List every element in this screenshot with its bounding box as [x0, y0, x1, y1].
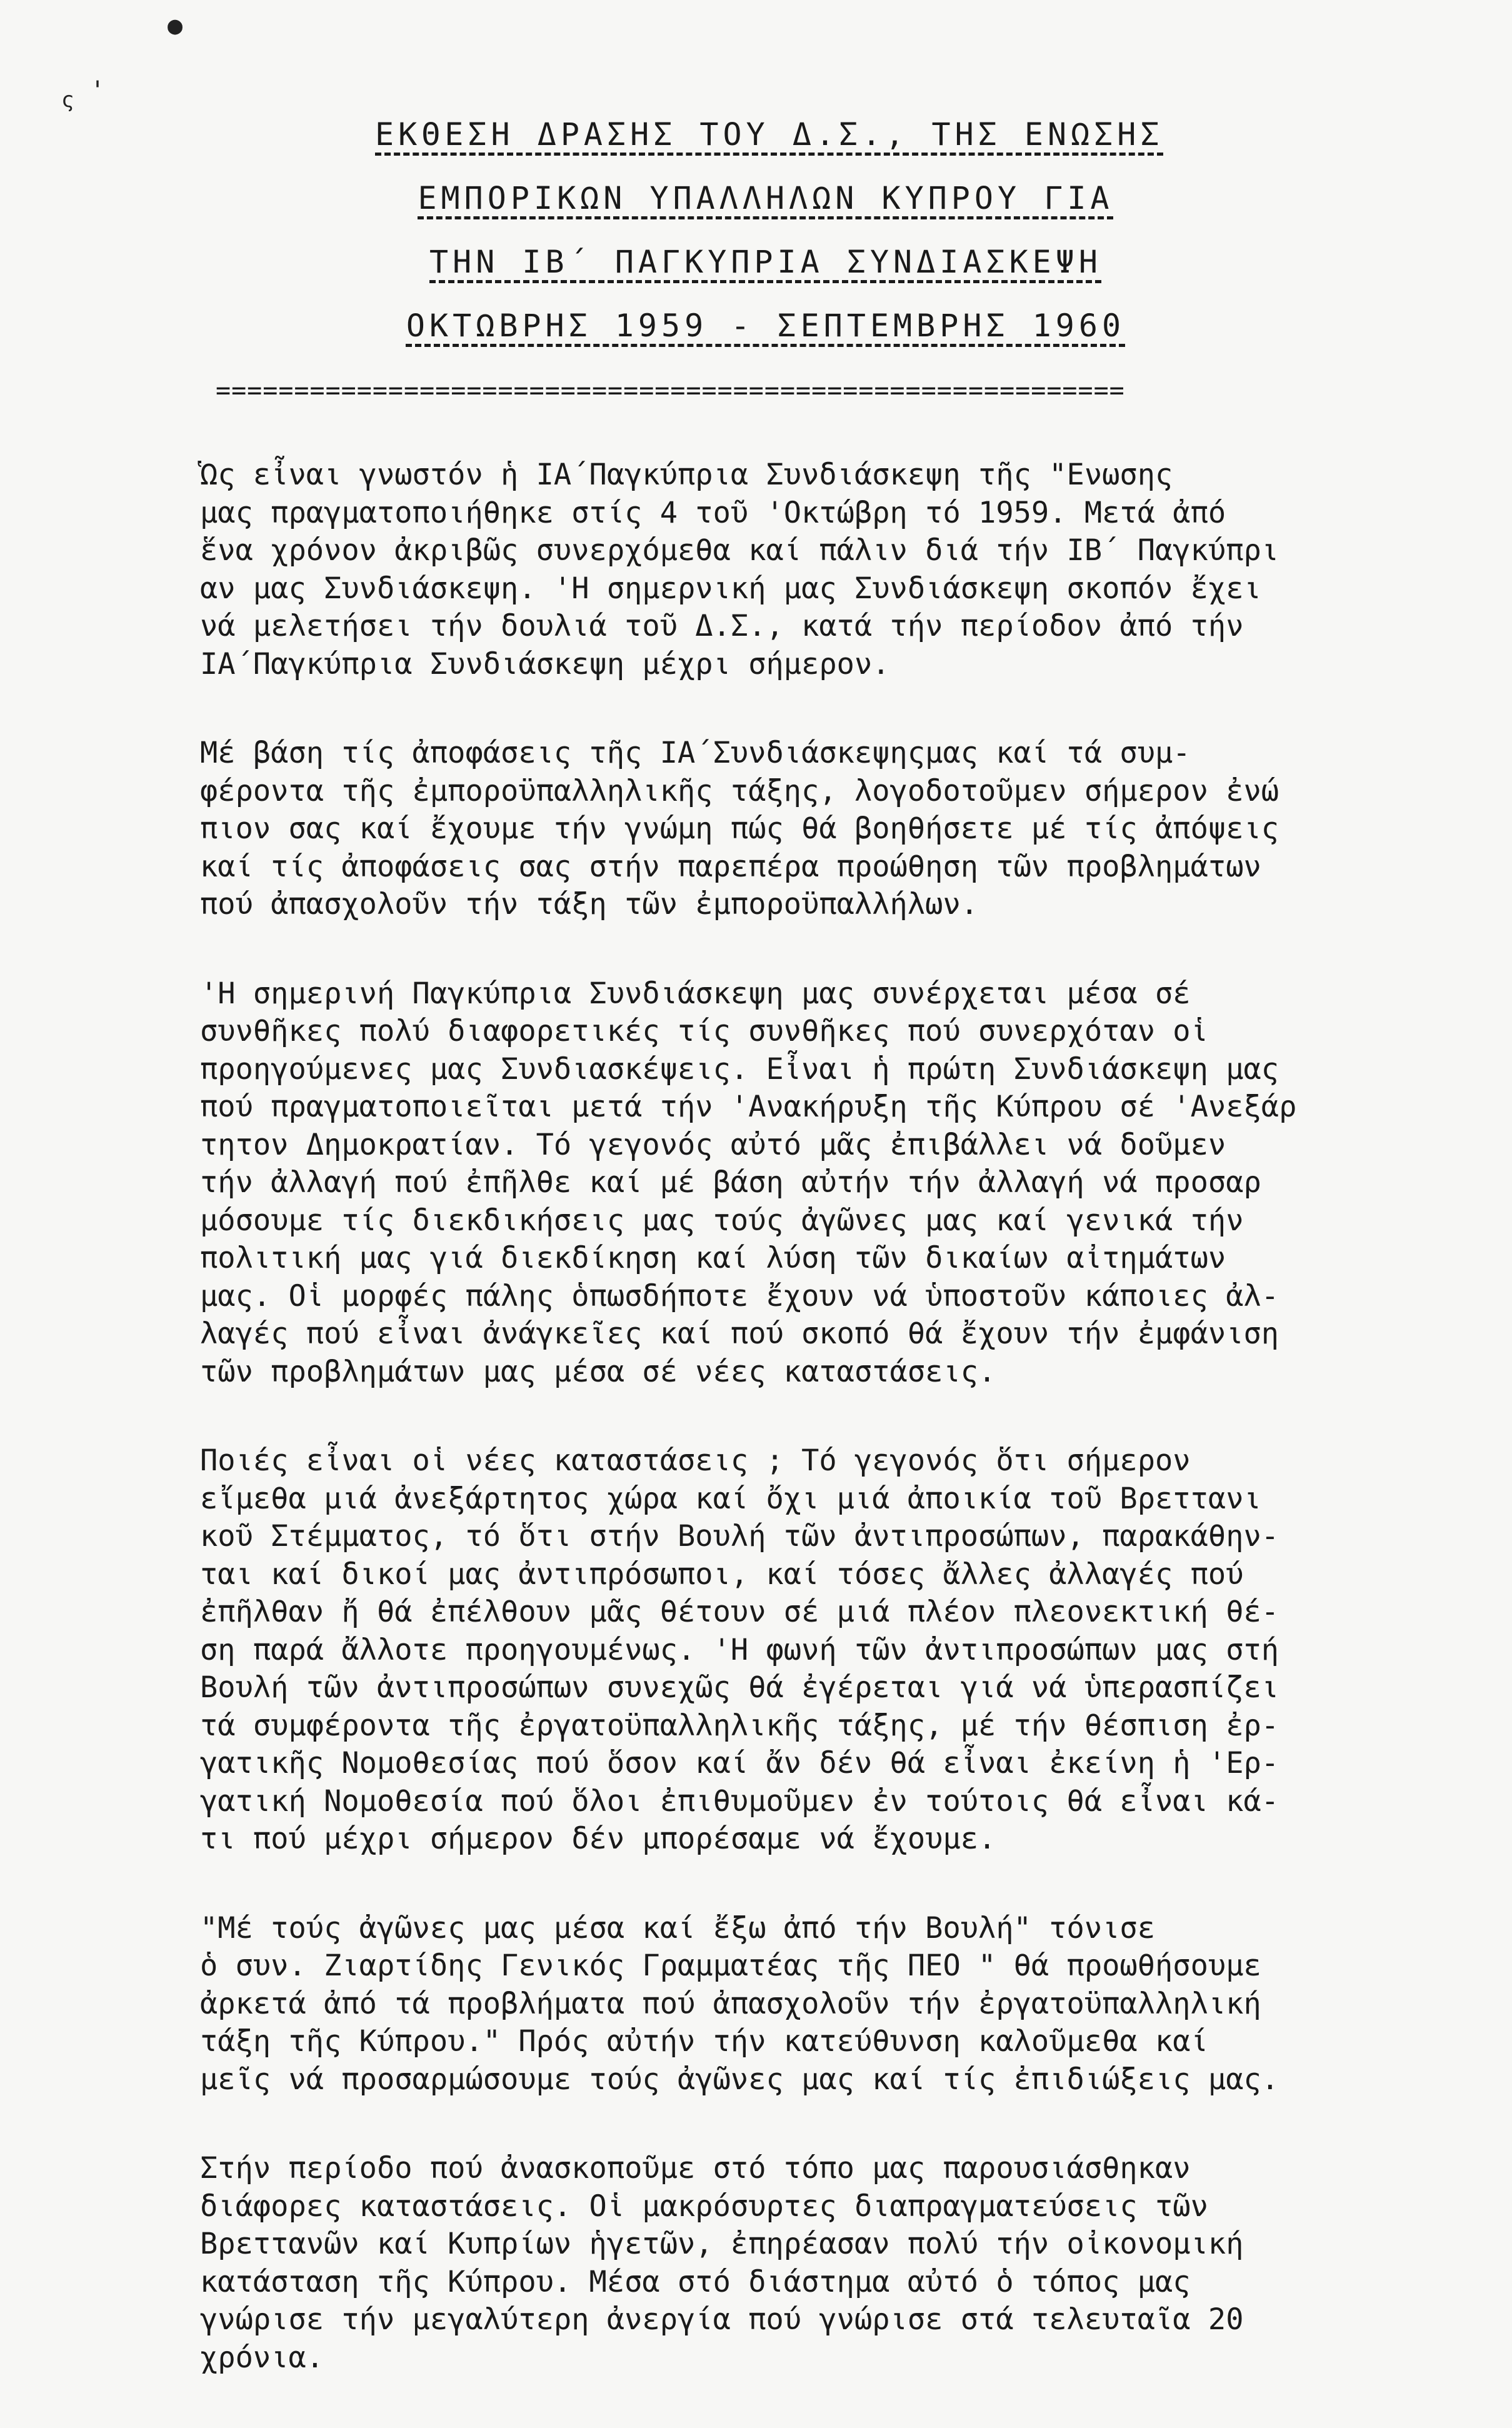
paragraph-line: μεῖς νά προσαρμώσουμε τούς ἀγῶνες μας καί τίς ἐπιδιώξεις μας.	[200, 2062, 1279, 2097]
paragraph-line: διάφορες καταστάσεις. Οἱ μακρόσυρτες διαπραγματεύσεις τῶν	[200, 2189, 1208, 2224]
paragraph-line: τητον Δημοκρατίαν. Τό γεγονός αὐτό μᾶς ἐπιβάλλει νά δοῦμεν	[200, 1127, 1226, 1162]
paragraph-line: τι πού μέχρι σήμερον δέν μπορέσαμε νά ἔχουμε.	[200, 1822, 996, 1856]
paragraph	[200, 456, 1413, 683]
paragraph-line: κοῦ Στέμματος, τό ὅτι στήν Βουλή τῶν ἀντιπροσώπων, παρακάθην-	[200, 1519, 1279, 1553]
paragraph-line: Ὡς εἶναι γνωστόν ἡ ΙΑ΄Παγκύπρια Συνδιάσκεψη τῆς "Ενωσης	[200, 458, 1173, 492]
paragraph-line: προηγούμενες μας Συνδιασκέψεις. Εἶναι ἡ πρώτη Συνδιάσκεψη μας	[200, 1051, 1279, 1086]
paragraph-line: ται καί δικοί μας ἀντιπρόσωποι, καί τόσες ἄλλες ἀλλαγές πού	[200, 1557, 1244, 1592]
paragraph-line: εἴμεθα μιά ἀνεξάρτητος χώρα καί ὄχι μιά ἀποικία τοῦ Βρεττανι	[200, 1481, 1261, 1516]
paragraph-line: πού ἀπασχολοῦν τήν τάξη τῶν ἐμποροϋπαλλήλων.	[200, 887, 979, 921]
paragraph	[200, 2150, 1413, 2377]
paragraph-line: Μέ βάση τίς ἀποφάσεις τῆς ΙΑ΄Συνδιάσκεψηςμας καί τά συμ-	[200, 736, 1191, 770]
paragraph-line: ΙΑ΄Παγκύπρια Συνδιάσκεψη μέχρι σήμερον.	[200, 646, 890, 681]
paragraph-line: τά συμφέροντα τῆς ἐργατοϋπαλληλικῆς τάξης, μέ τήν θέσπιση ἐρ-	[200, 1708, 1279, 1743]
paragraph-line: τῶν προβλημάτων μας μέσα σέ νέες καταστάσεις.	[200, 1354, 996, 1389]
paragraph-line: νά μελετήσει τήν δουλιά τοῦ Δ.Σ., κατά τήν περίοδον ἀπό τήν	[200, 609, 1244, 643]
title-line: ΕΜΠΟΡΙΚΩΝ ΥΠΑΛΛΗΛΩΝ ΚΥΠΡΟΥ ΓΙΑ	[418, 180, 1114, 216]
paragraph-line: πού πραγματοποιεῖται μετά τήν 'Ανακήρυξη τῆς Κύπρου σέ 'Ανεξάρ	[200, 1090, 1297, 1124]
paragraph-line: ἀρκετά ἀπό τά προβλήματα πού ἀπασχολοῦν τήν ἐργατοϋπαλληλική	[200, 1986, 1261, 2021]
paragraph-line: "Μέ τούς ἀγῶνες μας μέσα καί ἔξω ἀπό τήν Βουλή" τόνισε	[200, 1910, 1156, 1945]
document-body	[200, 456, 1413, 2428]
paragraph-line: ἕνα χρόνον ἀκριβῶς συνερχόμεθα καί πάλιν διά τήν ΙΒ΄ Παγκύπρι	[200, 533, 1279, 568]
paragraph	[200, 975, 1413, 1392]
paragraph-line: Βουλή τῶν ἀντιπροσώπων συνεχῶς θά ἐγέρεται γιά νά ὑπερασπίζει	[200, 1670, 1279, 1705]
paragraph-line: Ποιές εἶναι οἱ νέες καταστάσεις ; Τό γεγονός ὅτι σήμερον	[200, 1443, 1191, 1478]
paragraph-line: πιον σας καί ἔχουμε τήν γνώμη πώς θά βοηθήσετε μέ τίς ἀπόψεις	[200, 811, 1279, 846]
paragraph-line: χρόνια.	[200, 2340, 324, 2375]
paragraph-line: ὁ συν. Ζιαρτίδης Γενικός Γραμματέας τῆς ΠΕΟ " θά προωθήσουμε	[200, 1949, 1261, 1983]
paragraph-line: καί τίς ἀποφάσεις σας στήν παρεπέρα προώθηση τῶν προβλημάτων	[200, 849, 1261, 884]
paragraph-line: μας πραγματοποιήθηκε στίς 4 τοῦ 'Οκτώβρη τό 1959. Μετά ἀπό	[200, 495, 1226, 530]
separator-rule: ==========================================================	[216, 378, 1125, 403]
paragraph	[200, 735, 1413, 924]
paragraph-line: τήν ἀλλαγή πού ἐπῆλθε καί μέ βάση αὐτήν τήν ἀλλαγή νά προσαρ	[200, 1165, 1261, 1200]
paragraph-line: Βρεττανῶν καί Κυπρίων ἡγετῶν, ἐπηρέασαν πολύ τήν οἰκονομική	[200, 2227, 1244, 2261]
paragraph-line: κατάσταση τῆς Κύπρου. Μέσα στό διάστημα αὐτό ὁ τόπος μας	[200, 2264, 1191, 2299]
stray-mark: ●	[168, 11, 183, 40]
paragraph-line: μόσουμε τίς διεκδικήσεις μας τούς ἀγῶνες μας καί γενικά τήν	[200, 1203, 1244, 1238]
paragraph-line: συνθῆκες πολύ διαφορετικές τίς συνθῆκες πού συνερχόταν οἱ	[200, 1014, 1208, 1048]
stray-mark: ς	[61, 88, 74, 113]
paragraph-line: ση παρά ἄλλοτε προηγουμένως. 'Η φωνή τῶν ἀντιπροσώπων μας στή	[200, 1632, 1279, 1667]
paragraph-line: Στήν περίοδο πού ἀνασκοποῦμε στό τόπο μας παρουσιάσθηκαν	[200, 2151, 1191, 2185]
title-line: ΕΚΘΕΣΗ ΔΡΑΣΗΣ ΤΟΥ Δ.Σ., ΤΗΣ ΕΝΩΣΗΣ	[375, 116, 1164, 153]
paragraph-line: τάξη τῆς Κύπρου." Πρός αὐτήν τήν κατεύθυνση καλοῦμεθα καί	[200, 2024, 1208, 2059]
paragraph-line: γατικῆς Νομοθεσίας πού ὅσον καί ἄν δέν θά εἶναι ἐκείνη ἡ 'Ερ-	[200, 1746, 1279, 1780]
title-line: ΟΚΤΩΒΡΗΣ 1959 - ΣΕΠΤΕΜΒΡΗΣ 1960	[406, 308, 1126, 344]
paragraph-line: γατική Νομοθεσία πού ὅλοι ἐπιθυμοῦμεν ἐν τούτοις θά εἶναι κά-	[200, 1783, 1279, 1818]
paragraph-line: λαγές πού εἶναι ἀνάγκεῖες καί πού σκοπό θά ἔχουν τήν ἐμφάνιση	[200, 1317, 1279, 1351]
paragraph	[200, 1910, 1413, 2099]
document-title	[375, 116, 1164, 371]
paragraph-line: ἐπῆλθαν ἤ θά ἐπέλθουν μᾶς θέτουν σέ μιά πλέον πλεονεκτική θέ-	[200, 1595, 1279, 1629]
paragraph	[200, 1442, 1413, 1859]
title-line: ΤΗΝ ΙΒ΄ ΠΑΓΚΥΠΡΙΑ ΣΥΝΔΙΑΣΚΕΨΗ	[429, 244, 1102, 280]
paragraph-line: πολιτική μας γιά διεκδίκηση καί λύση τῶν δικαίων αἰτημάτων	[200, 1241, 1226, 1275]
paragraph-line: αν μας Συνδιάσκεψη. 'Η σημερνική μας Συνδιάσκεψη σκοπόν ἔχει	[200, 571, 1261, 606]
stray-mark: '	[90, 76, 106, 105]
paragraph-line: 'Η σημερινή Παγκύπρια Συνδιάσκεψη μας συνέρχεται μέσα σέ	[200, 976, 1191, 1011]
paragraph-line: μας. Οἱ μορφές πάλης ὁπωσδήποτε ἔχουν νά ὑποστοῦν κάποιες ἀλ-	[200, 1278, 1279, 1313]
paragraph-line: φέροντα τῆς ἐμποροϋπαλληλικῆς τάξης, λογοδοτοῦμεν σήμερον ἐνώ	[200, 773, 1279, 808]
paragraph-line: γνώρισε τήν μεγαλύτερη ἀνεργία πού γνώρισε στά τελευταῖα 20	[200, 2302, 1244, 2337]
